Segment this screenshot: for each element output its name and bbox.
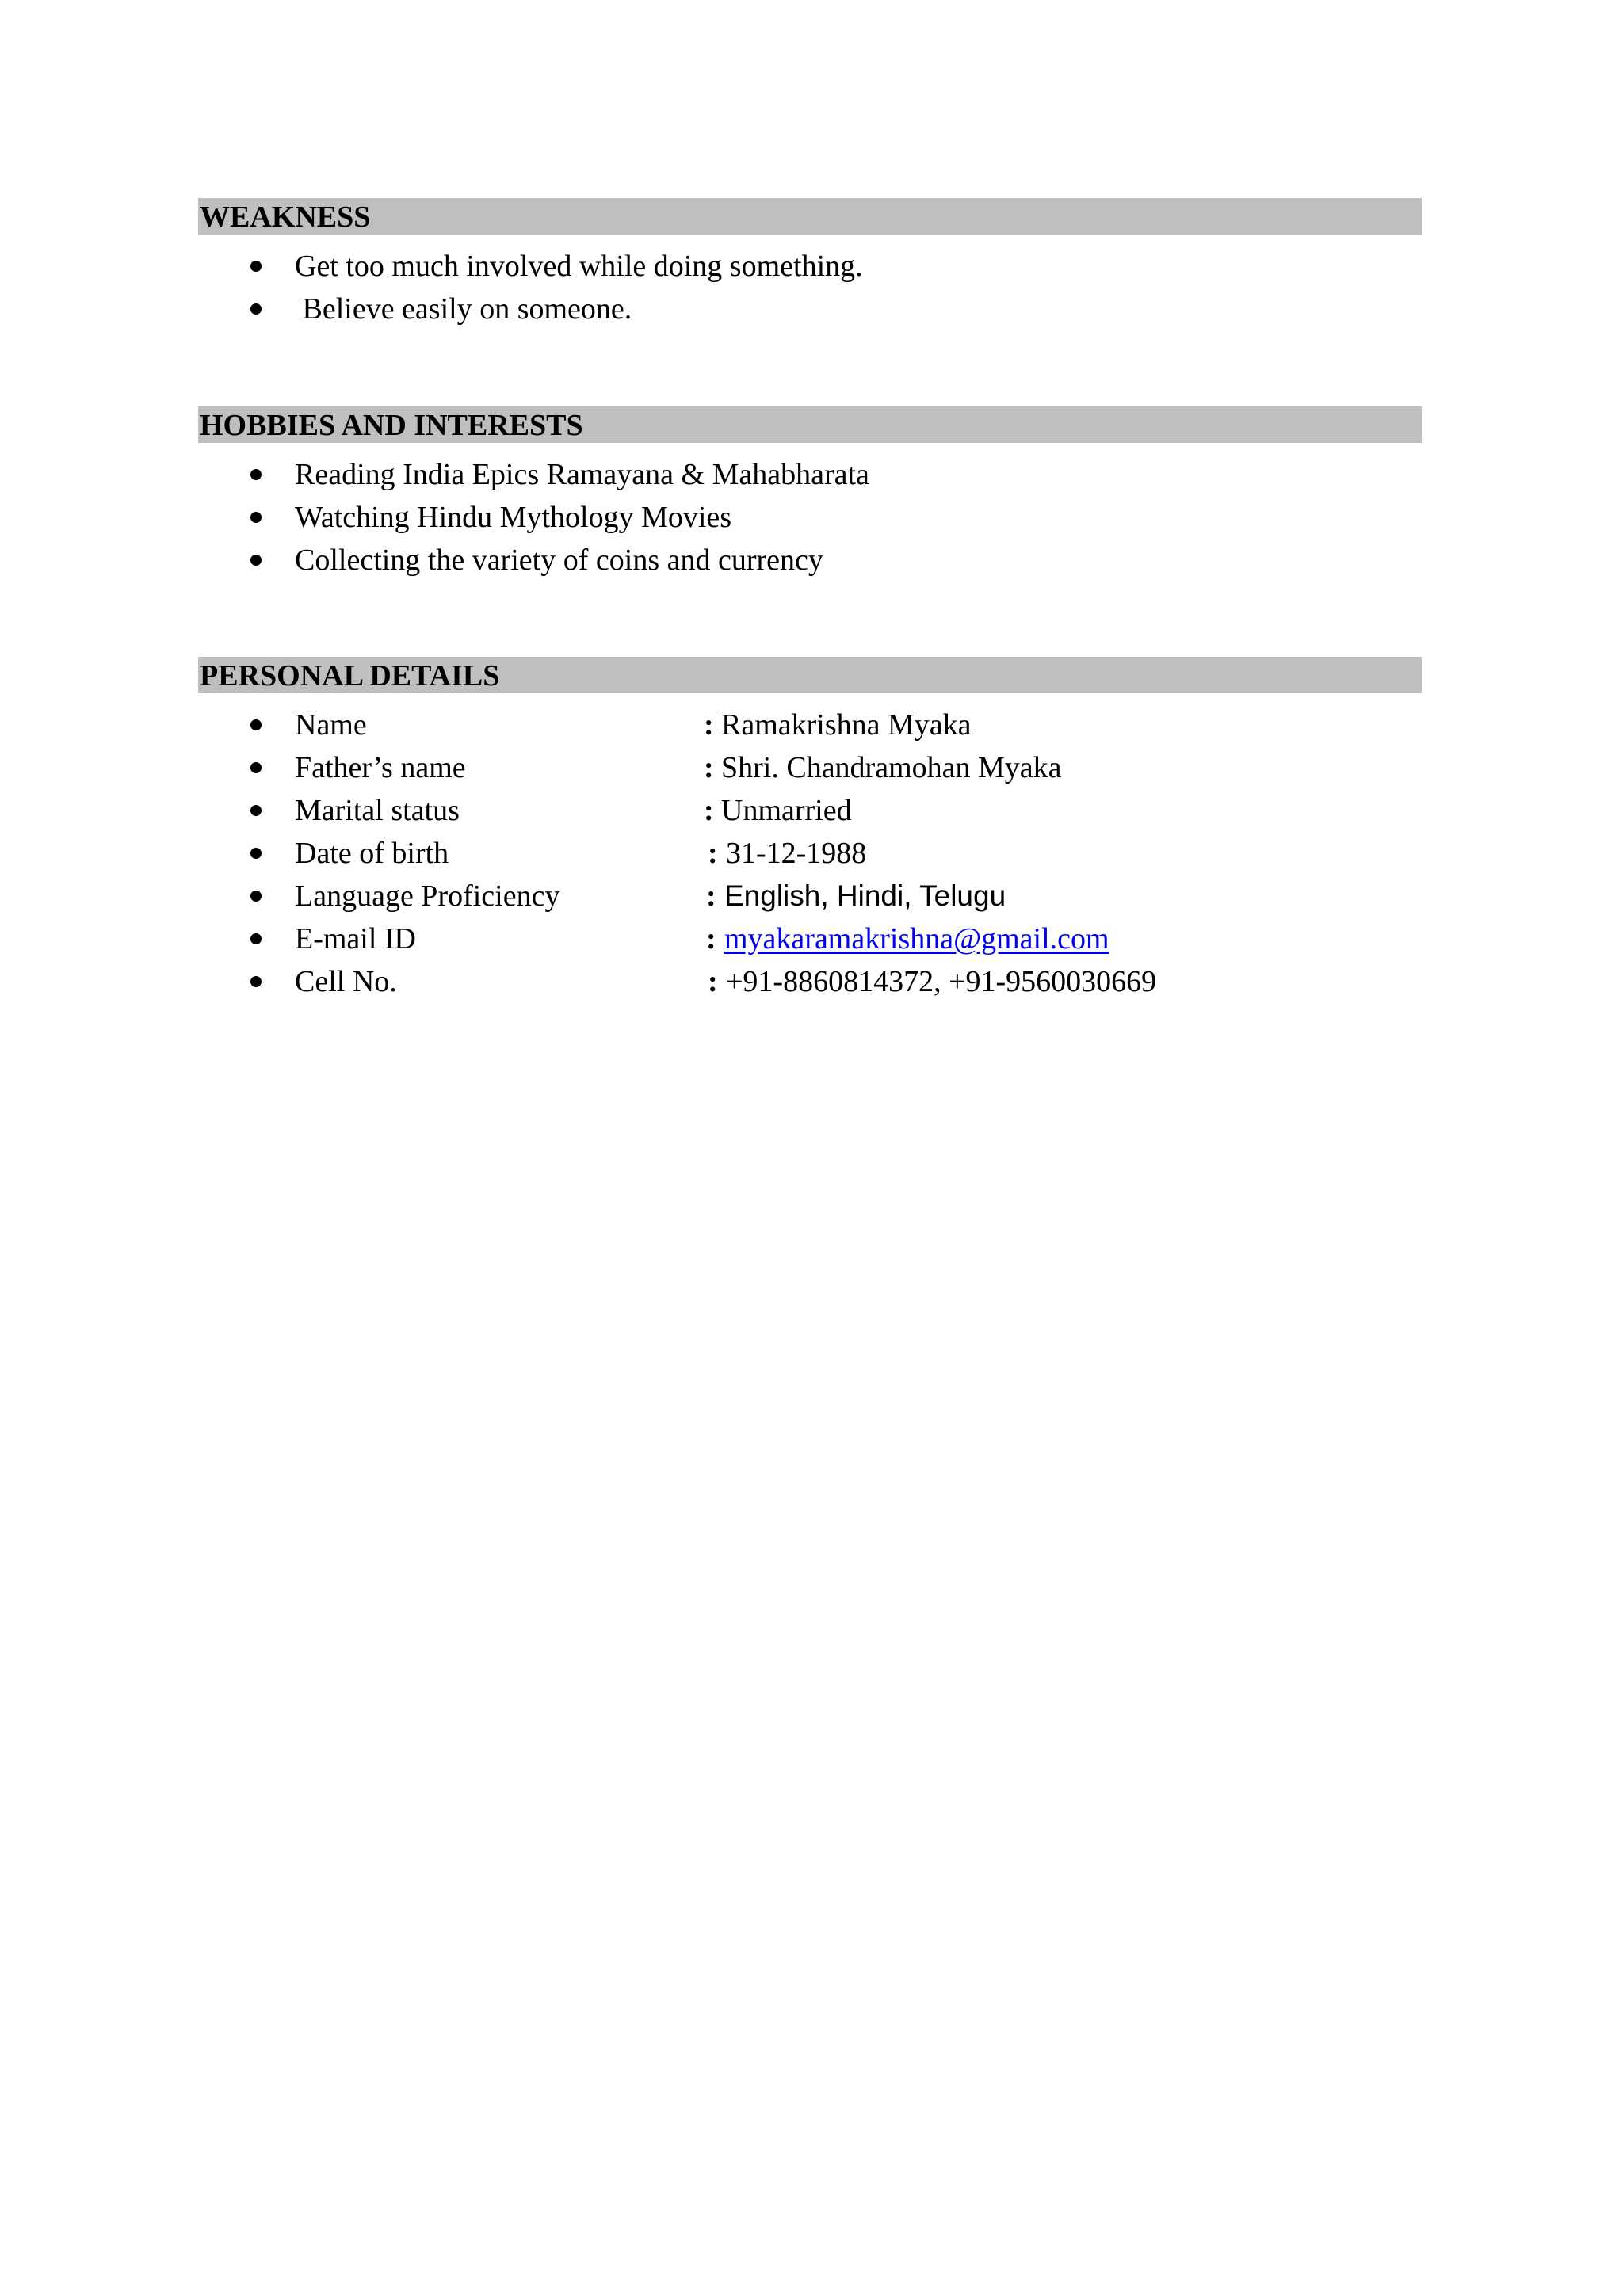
- detail-colon: :: [708, 837, 718, 870]
- hobby-text: Collecting the variety of coins and currency: [295, 543, 823, 577]
- weakness-text: Get too much involved while doing something.: [295, 250, 863, 283]
- weakness-text: Believe easily on someone.: [295, 292, 632, 326]
- bullet-icon: [250, 555, 262, 566]
- bullet-icon: [250, 848, 262, 859]
- hobbies-heading: HOBBIES AND INTERESTS: [198, 406, 1422, 443]
- detail-colon: :: [704, 751, 714, 784]
- detail-colon: :: [706, 879, 716, 913]
- detail-colon: :: [704, 794, 714, 827]
- detail-label: Father’s name: [295, 751, 466, 784]
- bullet-icon: [250, 469, 262, 480]
- bullet-icon: [250, 976, 262, 987]
- detail-value-cell-no: +91-8860814372, +91-9560030669: [726, 965, 1157, 998]
- bullet-icon: [250, 762, 262, 773]
- email-link[interactable]: myakaramakrishna@gmail.com: [724, 922, 1109, 955]
- bullet-icon: [250, 303, 262, 315]
- detail-colon: :: [704, 708, 714, 742]
- bullet-icon: [250, 719, 262, 730]
- detail-label: Language Proficiency: [295, 879, 560, 913]
- detail-label: Date of birth: [295, 837, 449, 870]
- weakness-heading: WEAKNESS: [198, 198, 1422, 235]
- detail-value-fathers-name: Shri. Chandramohan Myaka: [721, 751, 1062, 784]
- detail-colon: :: [708, 965, 718, 998]
- detail-value-name: Ramakrishna Myaka: [721, 708, 972, 742]
- hobby-text: Reading India Epics Ramayana & Mahabharata: [295, 458, 869, 491]
- detail-value-language: English, Hindi, Telugu: [724, 879, 1006, 912]
- detail-label: Marital status: [295, 794, 460, 827]
- bullet-icon: [250, 933, 262, 944]
- hobby-text: Watching Hindu Mythology Movies: [295, 501, 732, 534]
- bullet-icon: [250, 512, 262, 523]
- bullet-icon: [250, 261, 262, 272]
- detail-colon: :: [706, 922, 716, 955]
- detail-label: E-mail ID: [295, 922, 417, 955]
- detail-label: Name: [295, 708, 367, 742]
- personal-details-heading: PERSONAL DETAILS: [198, 657, 1422, 693]
- detail-label: Cell No.: [295, 965, 397, 998]
- bullet-icon: [250, 805, 262, 816]
- bullet-icon: [250, 891, 262, 902]
- detail-value-marital-status: Unmarried: [721, 794, 852, 827]
- detail-value-date-of-birth: 31-12-1988: [726, 837, 867, 870]
